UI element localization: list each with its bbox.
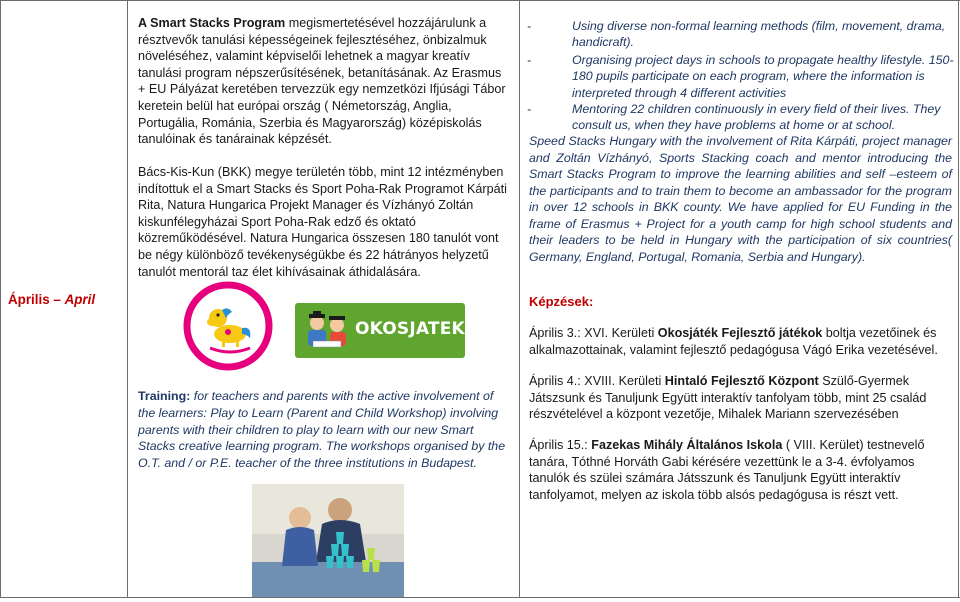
rocking-horse-logo-icon [184, 282, 272, 370]
okosjatek-logo [295, 303, 500, 358]
entry-text: boltja vezetőinek és alkalmazottainak, valamint fejlesztő pedagógusa Vágó Erika vezetésével. [529, 326, 938, 357]
bullet-item [527, 52, 955, 101]
bullet-dash: - [527, 102, 532, 116]
bullet-dash: - [527, 19, 532, 33]
column-divider-1 [127, 0, 128, 598]
entry-venue: Fazekas Mihály Általános Iskola [591, 438, 783, 452]
table-border-top [0, 0, 960, 1]
month-en: April [64, 292, 96, 307]
training-paragraph [138, 388, 510, 472]
rocking-horse-logo [184, 282, 272, 370]
bullet-text: Mentoring 22 children continuously in every field of their lives. They consult us, when they have problems at home or at school. [572, 102, 941, 133]
training-entry [529, 437, 954, 503]
bullet-item [527, 101, 955, 134]
entry-date: Április 4.: XVIII. Kerületi [529, 374, 665, 388]
bullet-item [527, 18, 955, 51]
bks-paragraph: Bács-Kis-Kun (BKK) megye területén több, mint 12 intézményben indítottuk el a Smart Stacks és Sport Poha-Rak Programot Kárpáti Rita, Natura Hungarica Projekt Manager és Vízhányó Zoltán kiskunfélegyházai Sport Poha-Rak edző és oktató közreműködésével. Natura Hungarica összesen 180 tanulót vont be négy különböző tevékenységükbe és 22 hátrányos helyzetű tanulót mentorál taz élet kihívásainak áthidalására. [138, 165, 507, 279]
kepzesek-heading: Képzések: [529, 294, 594, 309]
photo-illustration [252, 484, 404, 597]
entry-text: Szülő-Gyermek Játszsunk és Tanuljunk Együtt interaktív tanfolyam több, mint 25 család részvételével a központ vezetője, Mihalek Mariann szervezésében [529, 374, 927, 422]
entry-date: Április 15.: [529, 438, 592, 452]
table-border-left [0, 0, 1, 598]
speed-stacks-paragraph: Speed Stacks Hungary with the involvement of Rita Kárpáti, project manager and Zoltán Vízhányó, Sports Stacking coach and mentor introducing the Smart Stacks Program to improve the learning abilities and self –esteem of the participants and to train them to become an ambassador for the program in over 12 schools in BKK county. We have applied for EU Funding in the frame of Erasmus + Project for a youth camp for high school students and their leaders to be held in Hungary with the participation of six countries( Germany, England, Portugal, Romania, Serbia and Hungary). [529, 134, 952, 264]
bullet-text: Using diverse non-formal learning methods (film, movement, drama, handicraft). [572, 19, 946, 50]
intro-paragraph [138, 15, 510, 148]
training-label: Training: [138, 389, 191, 403]
bullet-dash: - [527, 53, 532, 67]
training-entry [529, 373, 954, 423]
entry-venue: Hintaló Fejlesztő Központ [664, 374, 819, 388]
kids-reading-icon [303, 303, 353, 358]
entry-date: Április 3.: XVI. Kerületi [529, 326, 658, 340]
okosjatek-text: OKOSJATEK.HU [355, 319, 500, 339]
column-divider-2 [519, 0, 520, 598]
training-entry [529, 325, 954, 358]
entry-venue: Okosjáték Fejlesztő játékok [657, 326, 823, 340]
intro-text: megismertetésével hozzájárulunk a résztvevők tanulási képességeinek fejlesztéséhez, önbizalmuk növeléséhez, valamint képviselői lehetnek a magyar kreatív tanulási program népszerűsítésének, betanításának. Az Erasmus + EU Pályázat keretében tervezzük egy nemzetközi Ifjúsági Tábor keretein belül hat európai ország ( Németország, Anglia, Portugália, Románia, Szerbia és Magyarország) középiskolás tanulóinak és tanárainak képzését. [138, 16, 506, 147]
entry-text: ( VIII. Kerület) testnevelő tanára, Tóthné Horváth Gabi kérésére vezettünk le a 3-4. évfolyamos tanulók és szülei számára Játsszunk és Tanuljunk Együtt interaktív tanfolyamot, melyen az iskola több alsós pedagógusa is részt vett. [529, 438, 925, 502]
child-stacking-cups-photo [252, 484, 404, 597]
table-border-right [958, 0, 959, 598]
month-label [8, 292, 95, 307]
training-text: for teachers and parents with the active involvement of the learners: Play to Learn (Parent and Child Workshop) involving parents with their children to play to learn with our new Smart Stacks creative learning program. The workshops organised by the O.T. and / or P.E. teacher of the three institutions in Budapest. [138, 389, 506, 471]
month-hu: Április – [8, 292, 61, 307]
bullet-text: Organising project days in schools to propagate healthy lifestyle. 150-180 pupils participate on each program, where the information is interpreted through 4 different activities [572, 53, 954, 100]
intro-bold: A Smart Stacks Program [138, 16, 286, 30]
table-border-bottom [0, 597, 960, 598]
